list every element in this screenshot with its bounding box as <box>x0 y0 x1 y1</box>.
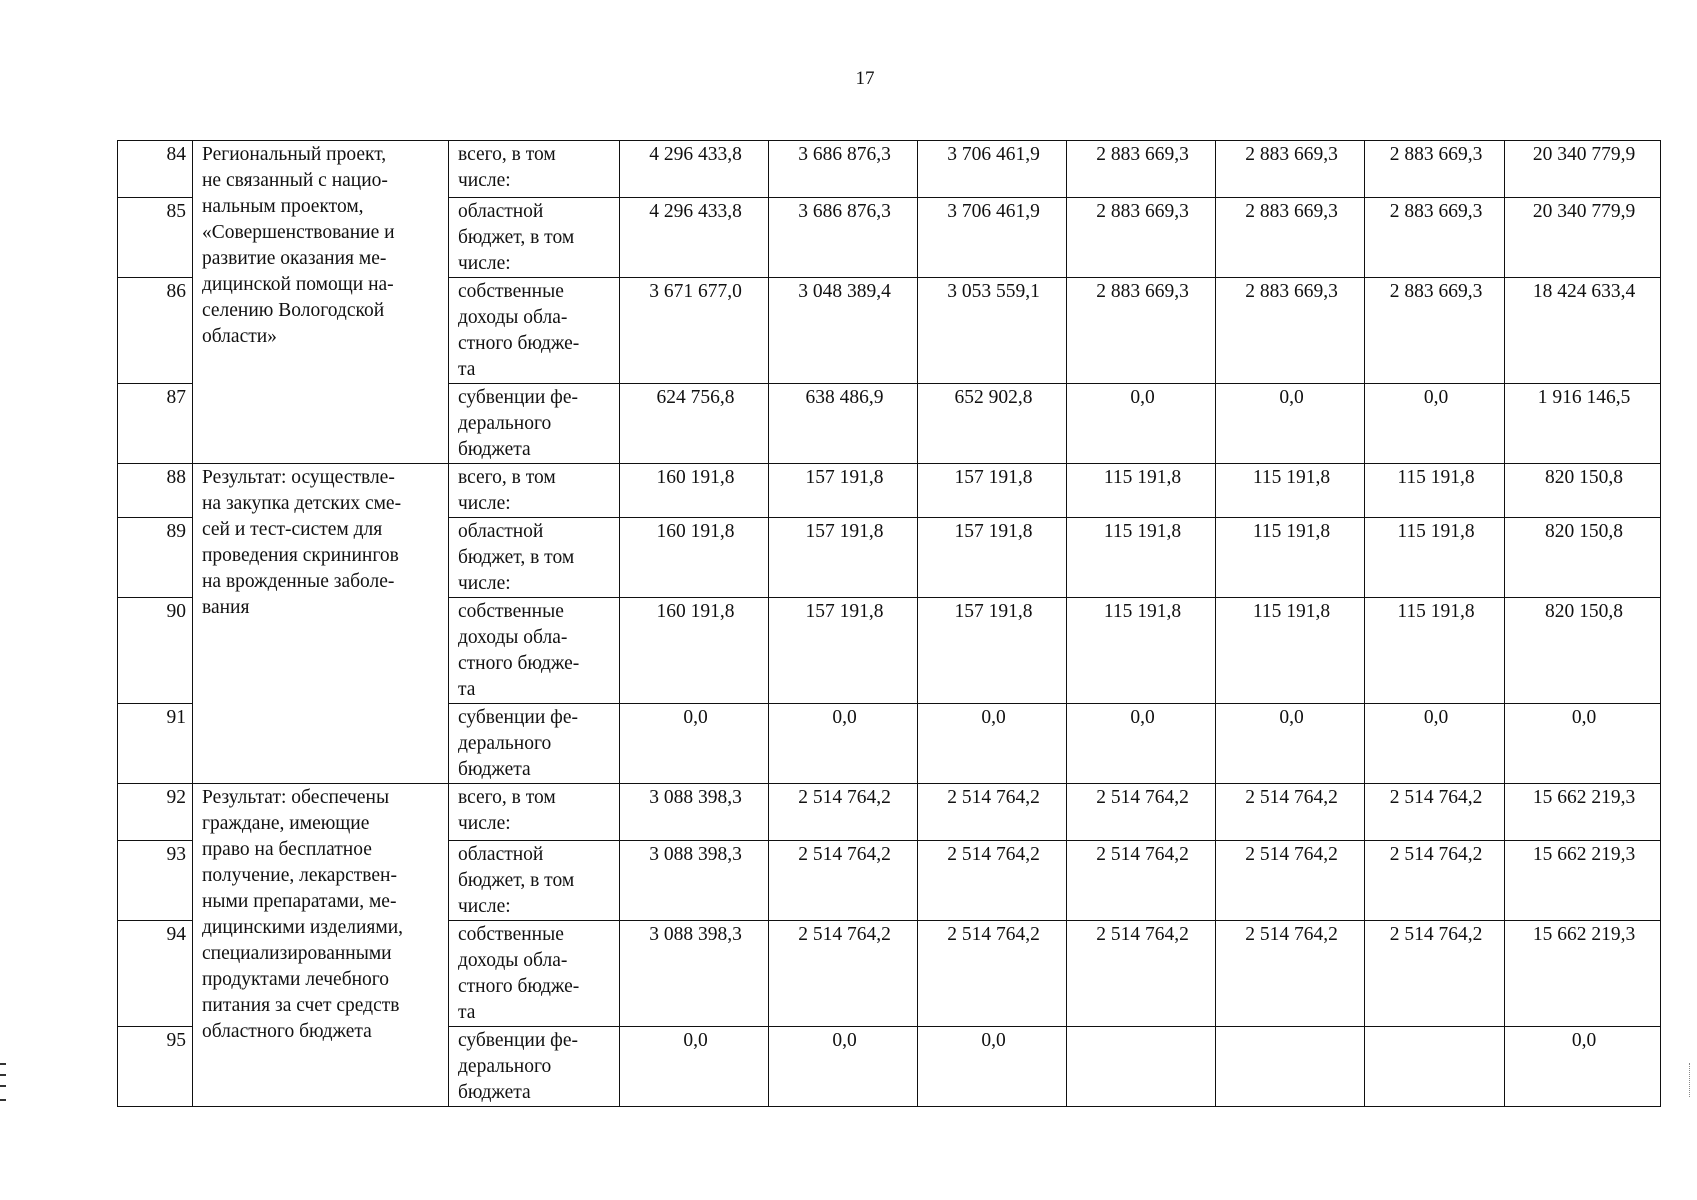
funding-source-line: та <box>458 679 476 700</box>
year-value-cell: 2 514 764,2 <box>1216 921 1365 1027</box>
row-number-cell: 87 <box>118 384 193 464</box>
funding-source-line: субвенции фе- <box>458 707 578 728</box>
total-value-cell: 18 424 633,4 <box>1505 278 1661 384</box>
budget-table <box>117 140 1661 1107</box>
funding-source-cell <box>449 1027 620 1107</box>
year-value-cell: 2 883 669,3 <box>1365 141 1505 198</box>
year-value-cell: 2 514 764,2 <box>1216 841 1365 921</box>
item-name-line: не связанный с нацио- <box>202 170 388 191</box>
item-name-line: проведения скринингов <box>202 545 399 566</box>
funding-source-cell <box>449 921 620 1027</box>
funding-source-cell <box>449 198 620 278</box>
year-value-cell <box>1216 1027 1365 1107</box>
funding-source-line: бюджета <box>458 1082 531 1103</box>
year-value-cell: 115 191,8 <box>1067 518 1216 598</box>
item-name-line: Региональный проект, <box>202 144 387 165</box>
year-value-cell: 0,0 <box>1067 384 1216 464</box>
funding-source-line: доходы обла- <box>458 627 568 648</box>
year-value-cell: 4 296 433,8 <box>620 198 769 278</box>
year-value-cell: 3 088 398,3 <box>620 921 769 1027</box>
year-value-cell: 2 883 669,3 <box>1067 278 1216 384</box>
year-value-cell: 0,0 <box>769 1027 918 1107</box>
funding-source-line: собственные <box>458 924 564 945</box>
year-value-cell: 3 706 461,9 <box>918 141 1067 198</box>
year-value-cell: 2 514 764,2 <box>1365 841 1505 921</box>
year-value-cell: 157 191,8 <box>918 598 1067 704</box>
funding-source-line: числе: <box>458 813 511 834</box>
funding-source-line: числе: <box>458 253 511 274</box>
item-name-line: областного бюджета <box>202 1021 372 1042</box>
year-value-cell: 0,0 <box>1216 704 1365 784</box>
item-name-cell <box>193 141 449 464</box>
funding-source-line: областной <box>458 844 544 865</box>
row-number-cell: 88 <box>118 464 193 518</box>
total-value-cell: 15 662 219,3 <box>1505 841 1661 921</box>
page-number: 17 <box>855 68 875 89</box>
funding-source-line: бюджета <box>458 439 531 460</box>
year-value-cell <box>1365 1027 1505 1107</box>
funding-source-line: областной <box>458 521 544 542</box>
year-value-cell: 2 514 764,2 <box>1365 921 1505 1027</box>
row-number-cell: 86 <box>118 278 193 384</box>
year-value-cell: 3 671 677,0 <box>620 278 769 384</box>
funding-source-cell <box>449 464 620 518</box>
year-value-cell: 2 883 669,3 <box>1365 278 1505 384</box>
item-name-line: на врожденные заболе- <box>202 571 395 592</box>
funding-source-cell <box>449 704 620 784</box>
table-body <box>118 141 1661 1107</box>
year-value-cell: 0,0 <box>620 1027 769 1107</box>
year-value-cell: 3 686 876,3 <box>769 198 918 278</box>
year-value-cell: 0,0 <box>769 704 918 784</box>
total-value-cell: 20 340 779,9 <box>1505 141 1661 198</box>
funding-source-line: доходы обла- <box>458 950 568 971</box>
funding-source-cell <box>449 278 620 384</box>
table-row <box>118 464 1661 518</box>
year-value-cell: 2 883 669,3 <box>1365 198 1505 278</box>
item-name-line: дицинской помощи на- <box>202 274 394 295</box>
total-value-cell: 20 340 779,9 <box>1505 198 1661 278</box>
year-value-cell: 2 514 764,2 <box>769 921 918 1027</box>
item-name-line: получение, лекарствен- <box>202 865 397 886</box>
funding-source-line: дерального <box>458 413 552 434</box>
year-value-cell: 115 191,8 <box>1067 464 1216 518</box>
year-value-cell <box>1067 1027 1216 1107</box>
funding-source-line: бюджета <box>458 759 531 780</box>
year-value-cell: 115 191,8 <box>1365 518 1505 598</box>
year-value-cell: 115 191,8 <box>1216 518 1365 598</box>
row-number-cell: 93 <box>118 841 193 921</box>
total-value-cell: 820 150,8 <box>1505 518 1661 598</box>
year-value-cell: 624 756,8 <box>620 384 769 464</box>
year-value-cell: 2 883 669,3 <box>1067 141 1216 198</box>
row-number-cell: 95 <box>118 1027 193 1107</box>
funding-source-line: бюджет, в том <box>458 227 575 248</box>
row-number-cell: 94 <box>118 921 193 1027</box>
funding-source-line: всего, в том <box>458 787 556 808</box>
item-name-line: Результат: обеспечены <box>202 787 390 808</box>
item-name-line: на закупка детских сме- <box>202 493 402 514</box>
year-value-cell: 115 191,8 <box>1216 464 1365 518</box>
year-value-cell: 0,0 <box>918 1027 1067 1107</box>
funding-source-line: областной <box>458 201 544 222</box>
year-value-cell: 2 514 764,2 <box>769 784 918 841</box>
year-value-cell: 652 902,8 <box>918 384 1067 464</box>
item-name-line: Результат: осуществле- <box>202 467 395 488</box>
year-value-cell: 2 514 764,2 <box>1067 921 1216 1027</box>
year-value-cell: 0,0 <box>620 704 769 784</box>
year-value-cell: 2 883 669,3 <box>1216 198 1365 278</box>
item-name-line: развитие оказания ме- <box>202 248 387 269</box>
funding-source-line: собственные <box>458 281 564 302</box>
year-value-cell: 160 191,8 <box>620 464 769 518</box>
year-value-cell: 4 296 433,8 <box>620 141 769 198</box>
year-value-cell: 3 088 398,3 <box>620 784 769 841</box>
year-value-cell: 2 514 764,2 <box>918 921 1067 1027</box>
year-value-cell: 2 883 669,3 <box>1216 141 1365 198</box>
year-value-cell: 0,0 <box>1216 384 1365 464</box>
item-name-line: питания за счет средств <box>202 995 400 1016</box>
binding-marks-right <box>1689 1063 1693 1097</box>
year-value-cell: 157 191,8 <box>769 518 918 598</box>
year-value-cell: 2 514 764,2 <box>1365 784 1505 841</box>
funding-source-line: стного бюдже- <box>458 653 580 674</box>
funding-source-line: та <box>458 1002 476 1023</box>
year-value-cell: 3 048 389,4 <box>769 278 918 384</box>
year-value-cell: 2 883 669,3 <box>1216 278 1365 384</box>
year-value-cell: 2 514 764,2 <box>1067 784 1216 841</box>
row-number-cell: 92 <box>118 784 193 841</box>
funding-source-line: числе: <box>458 896 511 917</box>
binding-marks-left <box>0 1063 6 1101</box>
funding-source-line: числе: <box>458 573 511 594</box>
funding-source-line: субвенции фе- <box>458 1030 578 1051</box>
funding-source-line: бюджет, в том <box>458 870 575 891</box>
year-value-cell: 115 191,8 <box>1216 598 1365 704</box>
item-name-line: области» <box>202 326 277 347</box>
funding-source-cell <box>449 518 620 598</box>
year-value-cell: 160 191,8 <box>620 518 769 598</box>
item-name-line: ными препаратами, ме- <box>202 891 397 912</box>
funding-source-line: доходы обла- <box>458 307 568 328</box>
funding-source-cell <box>449 598 620 704</box>
funding-source-cell <box>449 384 620 464</box>
funding-source-line: собственные <box>458 601 564 622</box>
funding-source-line: та <box>458 359 476 380</box>
item-name-cell <box>193 784 449 1107</box>
year-value-cell: 160 191,8 <box>620 598 769 704</box>
year-value-cell: 2 514 764,2 <box>769 841 918 921</box>
item-name-line: дицинскими изделиями, <box>202 917 404 938</box>
funding-source-line: дерального <box>458 733 552 754</box>
item-name-line: нальным проектом, <box>202 196 364 217</box>
funding-source-cell <box>449 841 620 921</box>
funding-source-line: стного бюдже- <box>458 976 580 997</box>
row-number-cell: 91 <box>118 704 193 784</box>
year-value-cell: 2 514 764,2 <box>918 784 1067 841</box>
year-value-cell: 115 191,8 <box>1365 598 1505 704</box>
total-value-cell: 0,0 <box>1505 704 1661 784</box>
year-value-cell: 3 706 461,9 <box>918 198 1067 278</box>
item-name-line: вания <box>202 597 250 618</box>
funding-source-line: субвенции фе- <box>458 387 578 408</box>
item-name-line: продуктами лечебного <box>202 969 390 990</box>
year-value-cell: 3 686 876,3 <box>769 141 918 198</box>
year-value-cell: 2 514 764,2 <box>1067 841 1216 921</box>
year-value-cell: 0,0 <box>918 704 1067 784</box>
total-value-cell: 1 916 146,5 <box>1505 384 1661 464</box>
year-value-cell: 0,0 <box>1365 384 1505 464</box>
year-value-cell: 2 514 764,2 <box>1216 784 1365 841</box>
year-value-cell: 0,0 <box>1067 704 1216 784</box>
year-value-cell: 638 486,9 <box>769 384 918 464</box>
year-value-cell: 157 191,8 <box>918 464 1067 518</box>
total-value-cell: 15 662 219,3 <box>1505 784 1661 841</box>
funding-source-line: дерального <box>458 1056 552 1077</box>
year-value-cell: 157 191,8 <box>769 598 918 704</box>
table-row <box>118 141 1661 198</box>
funding-source-cell <box>449 784 620 841</box>
funding-source-line: бюджет, в том <box>458 547 575 568</box>
year-value-cell: 115 191,8 <box>1365 464 1505 518</box>
funding-source-line: числе: <box>458 493 511 514</box>
total-value-cell: 15 662 219,3 <box>1505 921 1661 1027</box>
funding-source-line: всего, в том <box>458 144 556 165</box>
item-name-line: сей и тест-систем для <box>202 519 383 540</box>
row-number-cell: 85 <box>118 198 193 278</box>
item-name-line: специализированными <box>202 943 392 964</box>
year-value-cell: 2 514 764,2 <box>918 841 1067 921</box>
table-row <box>118 784 1661 841</box>
year-value-cell: 3 053 559,1 <box>918 278 1067 384</box>
row-number-cell: 84 <box>118 141 193 198</box>
year-value-cell: 157 191,8 <box>918 518 1067 598</box>
year-value-cell: 115 191,8 <box>1067 598 1216 704</box>
total-value-cell: 820 150,8 <box>1505 464 1661 518</box>
item-name-line: селению Вологодской <box>202 300 385 321</box>
year-value-cell: 157 191,8 <box>769 464 918 518</box>
item-name-line: граждане, имеющие <box>202 813 370 834</box>
total-value-cell: 0,0 <box>1505 1027 1661 1107</box>
funding-source-line: числе: <box>458 170 511 191</box>
row-number-cell: 89 <box>118 518 193 598</box>
total-value-cell: 820 150,8 <box>1505 598 1661 704</box>
funding-source-cell <box>449 141 620 198</box>
year-value-cell: 3 088 398,3 <box>620 841 769 921</box>
row-number-cell: 90 <box>118 598 193 704</box>
funding-source-line: всего, в том <box>458 467 556 488</box>
year-value-cell: 2 883 669,3 <box>1067 198 1216 278</box>
year-value-cell: 0,0 <box>1365 704 1505 784</box>
item-name-cell <box>193 464 449 784</box>
item-name-line: право на бесплатное <box>202 839 372 860</box>
item-name-line: «Совершенствование и <box>202 222 395 243</box>
funding-source-line: стного бюдже- <box>458 333 580 354</box>
